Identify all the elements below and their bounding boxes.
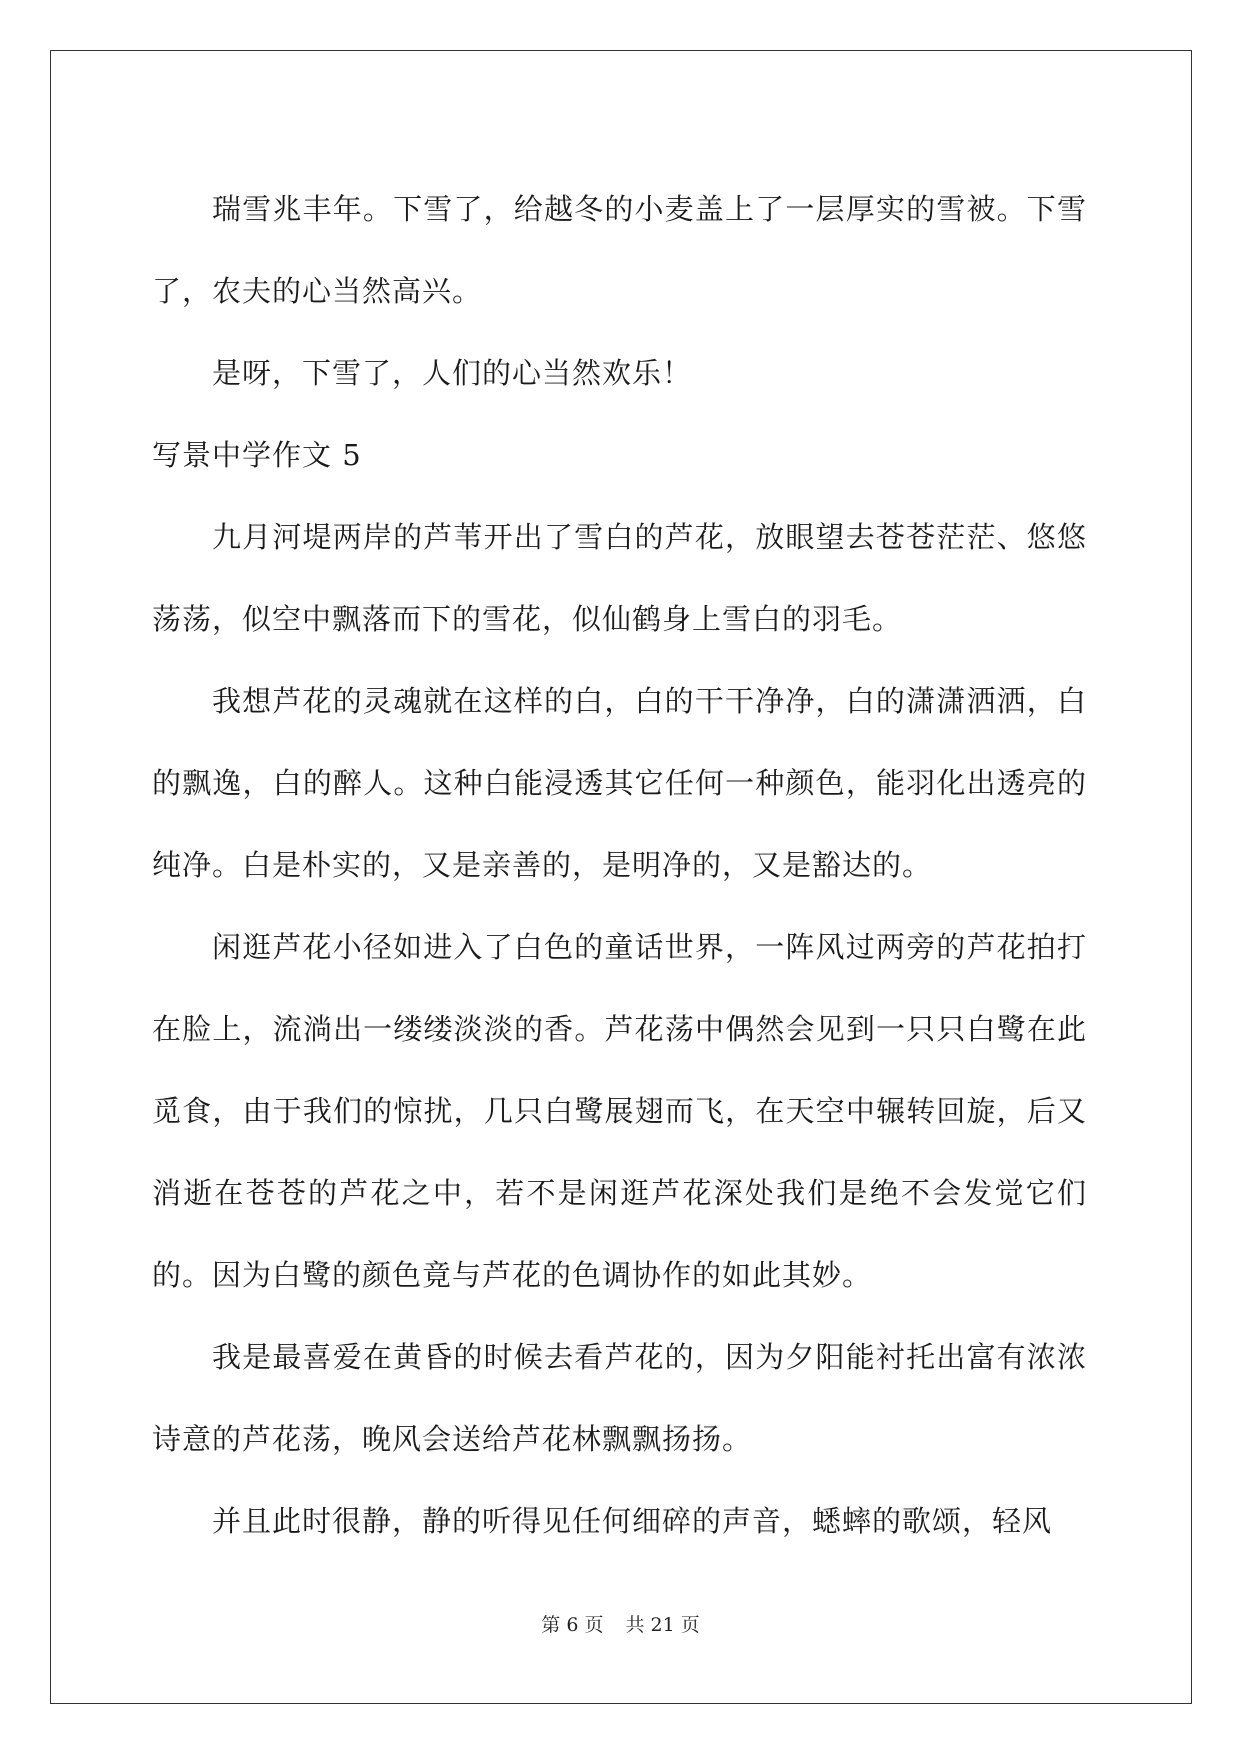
section-heading: 写景中学作文 5 [152, 438, 362, 472]
paragraph: 并且此时很静，静的听得见任何细碎的声音，蟋蟀的歌颂，轻风 [212, 1504, 1053, 1538]
page-number: 第 6 页 [541, 1614, 604, 1636]
paragraph: 我想芦花的灵魂就在这样的白，白的干干净净，白的潇潇洒洒，白的飘逸，白的醉人。这种白能浸透其它任何一种颜色，能羽化出透亮的纯净。白是朴实的，又是亲善的，是明净的，又是豁达的。 [152, 684, 1087, 882]
paragraph: 闲逛芦花小径如进入了白色的童话世界，一阵风过两旁的芦花拍打在脸上，流淌出一缕缕淡淡的香。芦花荡中偶然会见到一只只白鹭在此觅食，由于我们的惊扰，几只白鹭展翅而飞，在天空中辗转回旋，后又消逝在苍苍的芦花之中，若不是闲逛芦花深处我们是绝不会发觉它们的。因为白鹭的颜色竟与芦花的色调协作的如此其妙。 [152, 930, 1087, 1292]
paragraph: 是呀，下雪了，人们的心当然欢乐！ [212, 356, 693, 390]
document-body [152, 168, 1087, 1562]
page-footer [0, 1610, 1241, 1637]
page-total: 共 21 页 [625, 1614, 700, 1636]
paragraph: 九月河堤两岸的芦苇开出了雪白的芦花，放眼望去苍苍茫茫、悠悠荡荡，似空中飘落而下的雪花，似仙鹤身上雪白的羽毛。 [152, 520, 1087, 636]
paragraph: 瑞雪兆丰年。下雪了，给越冬的小麦盖上了一层厚实的雪被。下雪了，农夫的心当然高兴。 [152, 192, 1087, 308]
paragraph: 我是最喜爱在黄昏的时候去看芦花的，因为夕阳能衬托出富有浓浓诗意的芦花荡，晚风会送给芦花林飘飘扬扬。 [152, 1340, 1087, 1456]
